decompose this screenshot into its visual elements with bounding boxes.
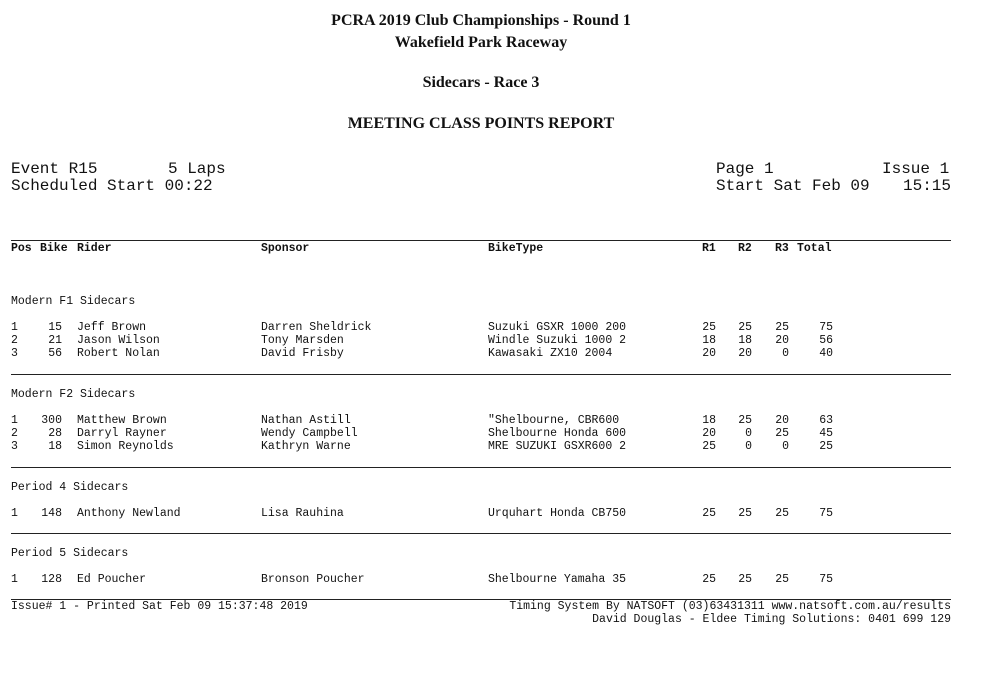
cell-r1: 25 (702, 573, 716, 586)
cell-biketype: Urquhart Honda CB750 (488, 507, 627, 520)
cell-r1: 25 (702, 440, 716, 454)
class-heading: Modern F1 Sidecars (11, 295, 136, 308)
cell-biketype: Shelbourne Yamaha 35 (488, 573, 627, 586)
cell-r2: 25 (738, 507, 752, 520)
event-label: Event R15 (11, 160, 98, 178)
cell-sponsor: Tony Marsden (261, 334, 344, 348)
cell-sponsor: Nathan Astill (261, 414, 351, 427)
cell-r1: 25 (702, 507, 716, 520)
cell-bike: 18 (48, 440, 62, 454)
cell-r3: 20 (775, 414, 789, 427)
section-divider (11, 467, 951, 468)
cell-sponsor: Bronson Poucher (261, 573, 365, 586)
cell-pos: 3 (11, 440, 18, 454)
col-rider: Rider (77, 242, 112, 255)
cell-sponsor: Kathryn Warne (261, 440, 351, 454)
col-total: Total (797, 242, 832, 255)
cell-rider: Robert Nolan (77, 347, 160, 361)
class-heading: Modern F2 Sidecars (11, 388, 136, 401)
col-sponsor: Sponsor (261, 242, 310, 255)
cell-bike: 15 (48, 321, 62, 334)
cell-r1: 18 (702, 334, 716, 348)
cell-r1: 20 (702, 347, 716, 361)
cell-biketype: Windle Suzuki 1000 2 (488, 334, 627, 348)
cell-biketype: Suzuki GSXR 1000 200 (488, 321, 627, 334)
cell-r1: 25 (702, 321, 716, 334)
start-time: 15:15 (903, 177, 952, 195)
cell-pos: 1 (11, 321, 18, 334)
header-divider (11, 240, 951, 241)
cell-total: 75 (819, 573, 833, 586)
section-divider (11, 533, 951, 534)
report-title-line1: PCRA 2019 Club Championships - Round 1 (331, 12, 631, 29)
cell-sponsor: Darren Sheldrick (261, 321, 372, 334)
laps-label: 5 Laps (168, 160, 226, 178)
col-r1: R1 (702, 242, 716, 255)
cell-r3: 25 (775, 507, 789, 520)
cell-total: 75 (819, 507, 833, 520)
cell-total: 63 (819, 414, 833, 427)
cell-r3: 25 (775, 573, 789, 586)
cell-rider: Simon Reynolds (77, 440, 174, 454)
cell-r2: 0 (745, 427, 752, 441)
cell-bike: 56 (48, 347, 62, 361)
cell-bike: 21 (48, 334, 62, 348)
cell-r2: 25 (738, 573, 752, 586)
cell-r2: 25 (738, 414, 752, 427)
cell-r2: 25 (738, 321, 752, 334)
cell-biketype: MRE SUZUKI GSXR600 2 (488, 440, 627, 454)
cell-rider: Matthew Brown (77, 414, 167, 427)
col-bike: Bike (40, 242, 68, 255)
class-heading: Period 4 Sidecars (11, 481, 129, 494)
cell-sponsor: David Frisby (261, 347, 344, 361)
race-title: Sidecars - Race 3 (422, 74, 540, 91)
class-heading: Period 5 Sidecars (11, 547, 129, 560)
cell-sponsor: Lisa Rauhina (261, 507, 344, 520)
cell-r2: 18 (738, 334, 752, 348)
cell-pos: 1 (11, 573, 18, 586)
cell-pos: 1 (11, 507, 18, 520)
timing-system-info: Timing System By NATSOFT (03)63431311 www.natsoft.com.au/results (509, 600, 951, 613)
cell-rider: Ed Poucher (77, 573, 147, 586)
cell-r2: 0 (745, 440, 752, 454)
col-biketype: BikeType (488, 242, 544, 255)
cell-r3: 0 (782, 347, 789, 361)
issue-number: Issue 1 (882, 160, 950, 178)
cell-bike: 300 (41, 414, 62, 427)
cell-rider: Anthony Newland (77, 507, 181, 520)
col-pos: Pos (11, 242, 32, 255)
cell-r1: 18 (702, 414, 716, 427)
cell-total: 40 (819, 347, 833, 361)
col-r2: R2 (738, 242, 752, 255)
cell-rider: Darryl Rayner (77, 427, 167, 441)
scheduled-start: Scheduled Start 00:22 (11, 177, 213, 195)
cell-pos: 1 (11, 414, 18, 427)
report-name: MEETING CLASS POINTS REPORT (347, 115, 615, 132)
cell-bike: 148 (41, 507, 62, 520)
cell-rider: Jeff Brown (77, 321, 147, 334)
printed-info: Issue# 1 - Printed Sat Feb 09 15:37:48 2019 (11, 600, 308, 613)
cell-r2: 20 (738, 347, 752, 361)
cell-r3: 25 (775, 321, 789, 334)
cell-total: 25 (819, 440, 833, 454)
cell-r1: 20 (702, 427, 716, 441)
cell-total: 56 (819, 334, 833, 348)
report-title-line2: Wakefield Park Raceway (394, 34, 568, 51)
cell-pos: 2 (11, 334, 18, 348)
cell-total: 45 (819, 427, 833, 441)
start-date: Start Sat Feb 09 (716, 177, 870, 195)
cell-total: 75 (819, 321, 833, 334)
cell-bike: 28 (48, 427, 62, 441)
cell-pos: 2 (11, 427, 18, 441)
cell-biketype: Shelbourne Honda 600 (488, 427, 627, 441)
cell-r3: 20 (775, 334, 789, 348)
cell-r3: 0 (782, 440, 789, 454)
page-number: Page 1 (716, 160, 774, 178)
section-divider (11, 374, 951, 375)
cell-bike: 128 (41, 573, 62, 586)
cell-r3: 25 (775, 427, 789, 441)
cell-pos: 3 (11, 347, 18, 361)
cell-biketype: Kawasaki ZX10 2004 (488, 347, 613, 361)
cell-biketype: "Shelbourne, CBR600 (488, 414, 620, 427)
col-r3: R3 (775, 242, 789, 255)
cell-rider: Jason Wilson (77, 334, 160, 348)
cell-sponsor: Wendy Campbell (261, 427, 358, 441)
timing-credit: David Douglas - Eldee Timing Solutions: 0401 699 129 (592, 613, 951, 626)
